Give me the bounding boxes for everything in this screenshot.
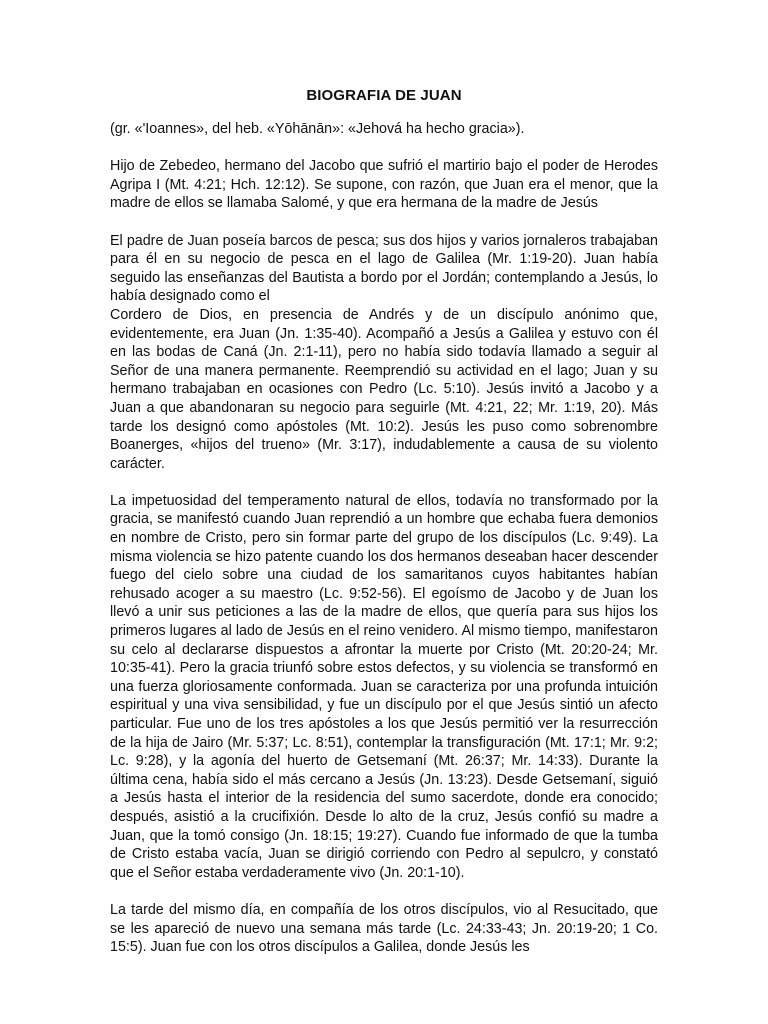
etymology-paragraph: (gr. «'Ioannes», del heb. «Yōhānān»: «Jehová ha hecho gracia»).: [110, 121, 525, 137]
temperament-paragraph: La impetuosidad del temperamento natural de ellos, todavía no transformado por la gracia, se manifestó cuando Juan reprendió a un hombre que echaba fuera demonios en nombre de Cristo, pero sin formar parte del grupo de los discípulos (Lc. 9:49). La misma violencia se hizo patente cuando los dos hermanos deseaban hacer descender fuego del cielo sobre una ciudad de los samaritanos cuyos habitantes habían rehusado acoger a su maestro (Lc. 9:52-56). El egoísmo de Jacobo y de Juan los llevó a unir sus peticiones a las de la madre de ellos, que quería para sus hijos los primeros lugares al lado de Jesús en el reino venidero. Al mismo tiempo, manifestaron su celo al declararse dispuestos a afrontar la muerte por Cristo (Mt. 20:20-24; Mr. 10:35-41). Pero la gracia triunfó sobre estos defectos, y su violencia se transformó en una fuerza gloriosamente conformada. Juan se caracteriza por una profunda intuición espiritual y una viva sensibilidad, y fue un discípulo por el que Jesús sintió un afecto particular. Fue uno de los tres apóstoles a los que Jesús permitió ver la resurrección de la hija de Jairo (Mr. 5:37; Lc. 8:51), contemplar la transfiguración (Mt. 17:1; Mr. 9:2; Lc. 9:28), y la agonía del huerto de Getsemaní (Mt. 26:37; Mr. 14:33). Durante la última cena, había sido el más cercano a Jesús (Jn. 13:23). Desde Getsemaní, siguió a Jesús hasta el interior de la residencia del sumo sacerdote, donde era conocido; después, asistió a la crucifixión. Desde lo alto de la cruz, Jesús confió su madre a Juan, que la tomó consigo (Jn. 18:15; 19:27). Cuando fue informado de que la tumba de Cristo estaba vacía, Juan se dirigió corriendo con Pedro al sepulcro, y constató que el Señor estaba verdaderamente vivo (Jn. 20:1-10).: [110, 492, 658, 881]
father-paragraph: El padre de Juan poseía barcos de pesca; sus dos hijos y varios jornaleros trabajaban para él en su negocio de pesca en el lago de Galilea (Mr. 1:19-20). Juan había seguido las enseñanzas del Bautista a bordo por el Jordán; contemplando a Jesús, lo había designado como el: [110, 232, 658, 305]
family-paragraph: Hijo de Zebedeo, hermano del Jacobo que sufrió el martirio bajo el poder de Herodes Agripa I (Mt. 4:21; Hch. 12:12). Se supone, con razón, que Juan era el menor, que la madre de ellos se llamaba Salomé, y que era hermana de la madre de Jesús: [110, 158, 658, 212]
document-body: [110, 86, 658, 975]
resurrection-paragraph: La tarde del mismo día, en compañía de los otros discípulos, vio al Resucitado, que se les apareció de nuevo una semana más tarde (Lc. 24:33-43; Jn. 20:19-20; 1 Co. 15:5). Juan fue con los otros discípulos a Galilea, donde Jesús les: [110, 901, 658, 956]
document-title: BIOGRAFIA DE JUAN: [306, 87, 462, 104]
calling-paragraph: Cordero de Dios, en presencia de Andrés y de un discípulo anónimo que, evidentemente, era Juan (Jn. 1:35-40). Acompañó a Jesús a Galilea y estuvo con él en las bodas de Caná (Jn. 2:1-11), pero no había sido todavía llamado a seguir al Señor de una manera permanente. Reemprendió su actividad en el lago; Juan y su hermano trabajaban en ocasiones con Pedro (Lc. 5:10). Jesús invitó a Jacobo y a Juan a que abandonaran su negocio para seguirle (Mt. 4:21, 22; Mr. 1:19, 20). Más tarde los designó como apóstoles (Mt. 10:2). Jesús les puso como sobrenombre Boanerges, «hijos del trueno» (Mr. 3:17), indudablemente a causa de su violento carácter.: [110, 306, 658, 472]
